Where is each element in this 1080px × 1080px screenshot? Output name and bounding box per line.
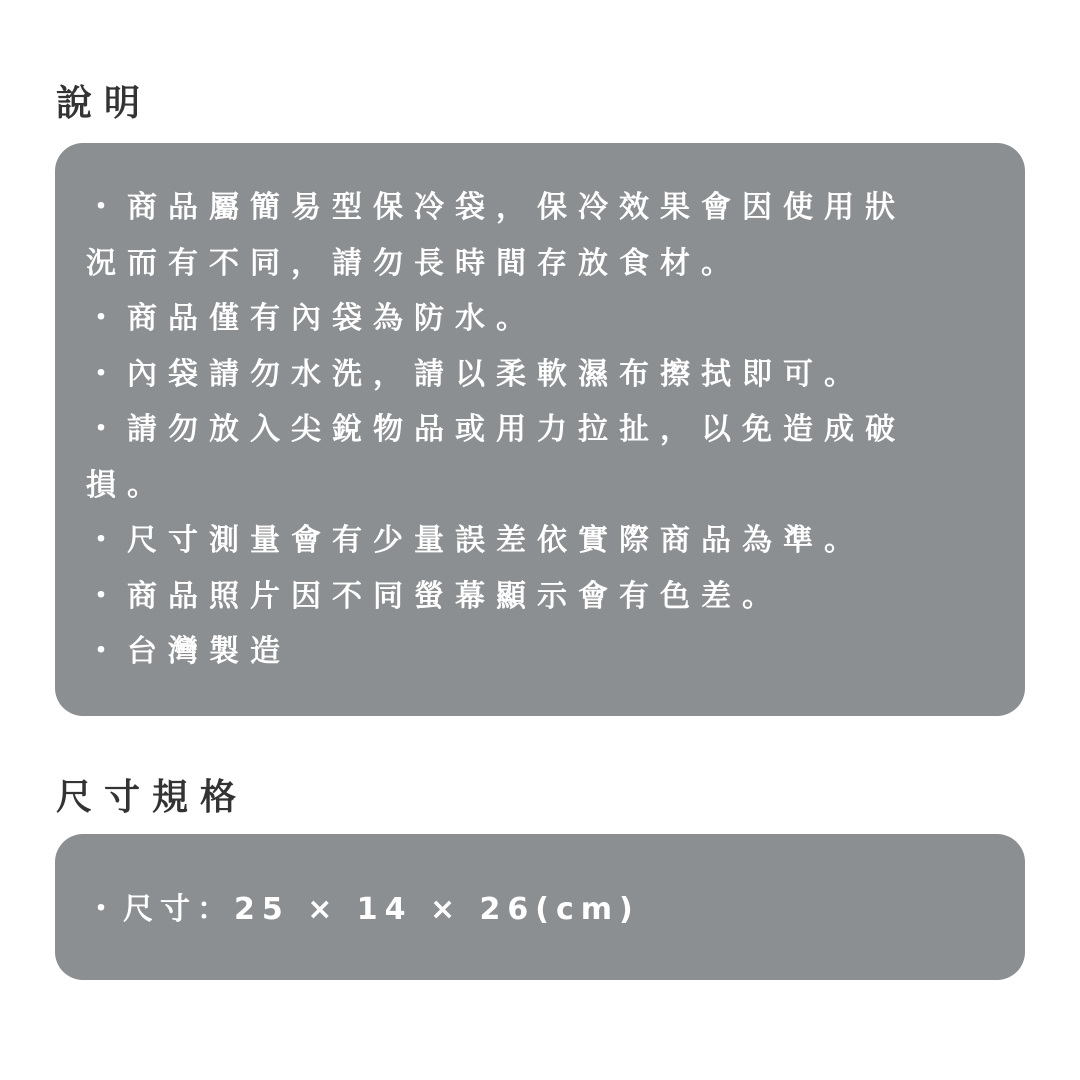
description-line: 況而有不同，請勿長時間存放食材。 [86, 245, 742, 281]
description-line: ・商品屬簡易型保冷袋，保冷效果會因使用狀 [86, 190, 906, 225]
description-line: 損。 [86, 467, 168, 503]
description-line: ・商品照片因不同螢幕顯示會有色差。 [86, 578, 783, 614]
size-spec-line: ・尺寸：25 × 14 × 26(cm) [86, 892, 640, 927]
description-line: ・台灣製造 [86, 634, 291, 669]
description-line: ・尺寸測量會有少量誤差依實際商品為準。 [86, 523, 865, 558]
size-spec-title: 尺寸規格 [56, 777, 249, 818]
description-title: 說明 [56, 83, 153, 124]
description-line: ・商品僅有內袋為防水。 [86, 301, 537, 336]
description-line: ・內袋請勿水洗，請以柔軟濕布擦拭即可。 [86, 356, 865, 392]
description-list [86, 180, 946, 680]
description-line: ・請勿放入尖銳物品或用力拉扯，以免造成破 [86, 412, 906, 447]
